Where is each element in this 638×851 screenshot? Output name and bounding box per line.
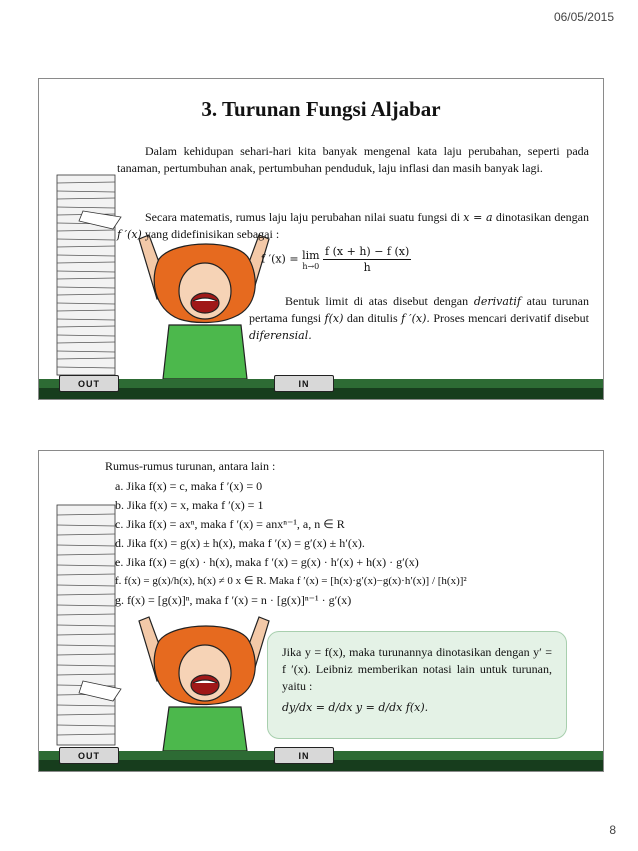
- in-tray: IN: [274, 375, 334, 392]
- out-tray: OUT: [59, 375, 119, 392]
- deriv-text-b: atau turunan pertama fungsi: [249, 294, 590, 325]
- definition-var: x = a: [463, 211, 493, 224]
- slide-date: 06/05/2015: [553, 10, 614, 24]
- slide-turunan-fungsi-aljabar: [38, 78, 604, 400]
- slide-rumus-turunan: [38, 450, 604, 772]
- formula-numerator: f (x + h) − f (x): [325, 245, 410, 258]
- slide-title: 3. Turunan Fungsi Aljabar: [201, 97, 441, 121]
- deriv-text-a: Bentuk limit di atas disebut dengan: [285, 294, 469, 308]
- callout-text: Jika y = f(x), maka turunannya dinotasikan dengan y′ = f ′(x). Leibniz memberikan notasi lain untuk turunan, yaitu :: [282, 645, 552, 693]
- definition-fx: f ′(x): [117, 228, 142, 241]
- derivative-rules: [105, 457, 585, 610]
- definition-text-a: Secara matematis, rumus laju laju perubahan nilai suatu fungsi di: [145, 210, 461, 224]
- limit-formula: [261, 245, 411, 274]
- formula-lim-text: lim: [302, 248, 320, 262]
- deriv-fpx: f ′(x).: [401, 312, 430, 325]
- rule-b: b. Jika f(x) = x, maka f ′(x) = 1: [115, 498, 264, 512]
- callout-formula: dy/dx = d/dx y = d/dx f(x).: [282, 701, 429, 714]
- formula-lhs: f ′(x) =: [261, 252, 299, 266]
- rule-c: c. Jika f(x) = axⁿ, maka f ′(x) = anxⁿ⁻¹, a, n ∈ R: [115, 517, 345, 531]
- desk: [39, 751, 603, 771]
- rule-g: g. f(x) = [g(x)]ⁿ, maka f ′(x) = n · [g(x)]ⁿ⁻¹ · g′(x): [115, 593, 352, 607]
- formula-fraction: [323, 245, 411, 274]
- page-number: 8: [609, 823, 616, 837]
- formula-lim: [302, 249, 319, 271]
- deriv-term: derivatif: [473, 295, 521, 308]
- deriv-dif: diferensial.: [249, 329, 312, 342]
- rule-e: e. Jika f(x) = g(x) · h(x), maka f ′(x) = g(x) · h′(x) + h(x) · g′(x): [115, 555, 419, 569]
- deriv-text-d: Proses mencari derivatif disebut: [433, 311, 589, 325]
- definition-text-b: dinotasikan dengan: [495, 210, 590, 224]
- deriv-fx: f(x): [324, 312, 344, 325]
- cheering-woman-illustration: [119, 611, 289, 756]
- intro-text: Dalam kehidupan sehari-hari kita banyak mengenal kata laju perubahan, seperti pada tanaman, pertumbuhan anak, pertumbuhan penduduk, laju inflasi dan masih banyak lagi.: [117, 144, 589, 175]
- intro-paragraph: [117, 143, 589, 177]
- rules-heading: Rumus-rumus turunan, antara lain :: [105, 459, 276, 473]
- paper-stack-illustration: [53, 171, 125, 381]
- leibniz-notation-callout: [267, 631, 567, 739]
- definition-text-c: yang didefinisikan sebagai :: [144, 227, 280, 241]
- derivative-paragraph: [249, 293, 589, 344]
- desk: [39, 379, 603, 399]
- deriv-text-c: dan ditulis: [346, 311, 398, 325]
- in-tray: IN: [274, 747, 334, 764]
- formula-denominator: h: [363, 261, 371, 274]
- rule-f: f. f(x) = g(x)/h(x), h(x) ≠ 0 x ∈ R. Maka f ′(x) = [h(x)·g′(x)−g(x)·h′(x)] / [h(x)]²: [115, 575, 467, 587]
- rule-d: d. Jika f(x) = g(x) ± h(x), maka f ′(x) = g′(x) ± h′(x).: [115, 536, 365, 550]
- out-tray: OUT: [59, 747, 119, 764]
- rule-a: a. Jika f(x) = c, maka f ′(x) = 0: [115, 479, 263, 493]
- definition-paragraph: [117, 209, 589, 243]
- formula-lim-sub: h→0: [302, 261, 320, 271]
